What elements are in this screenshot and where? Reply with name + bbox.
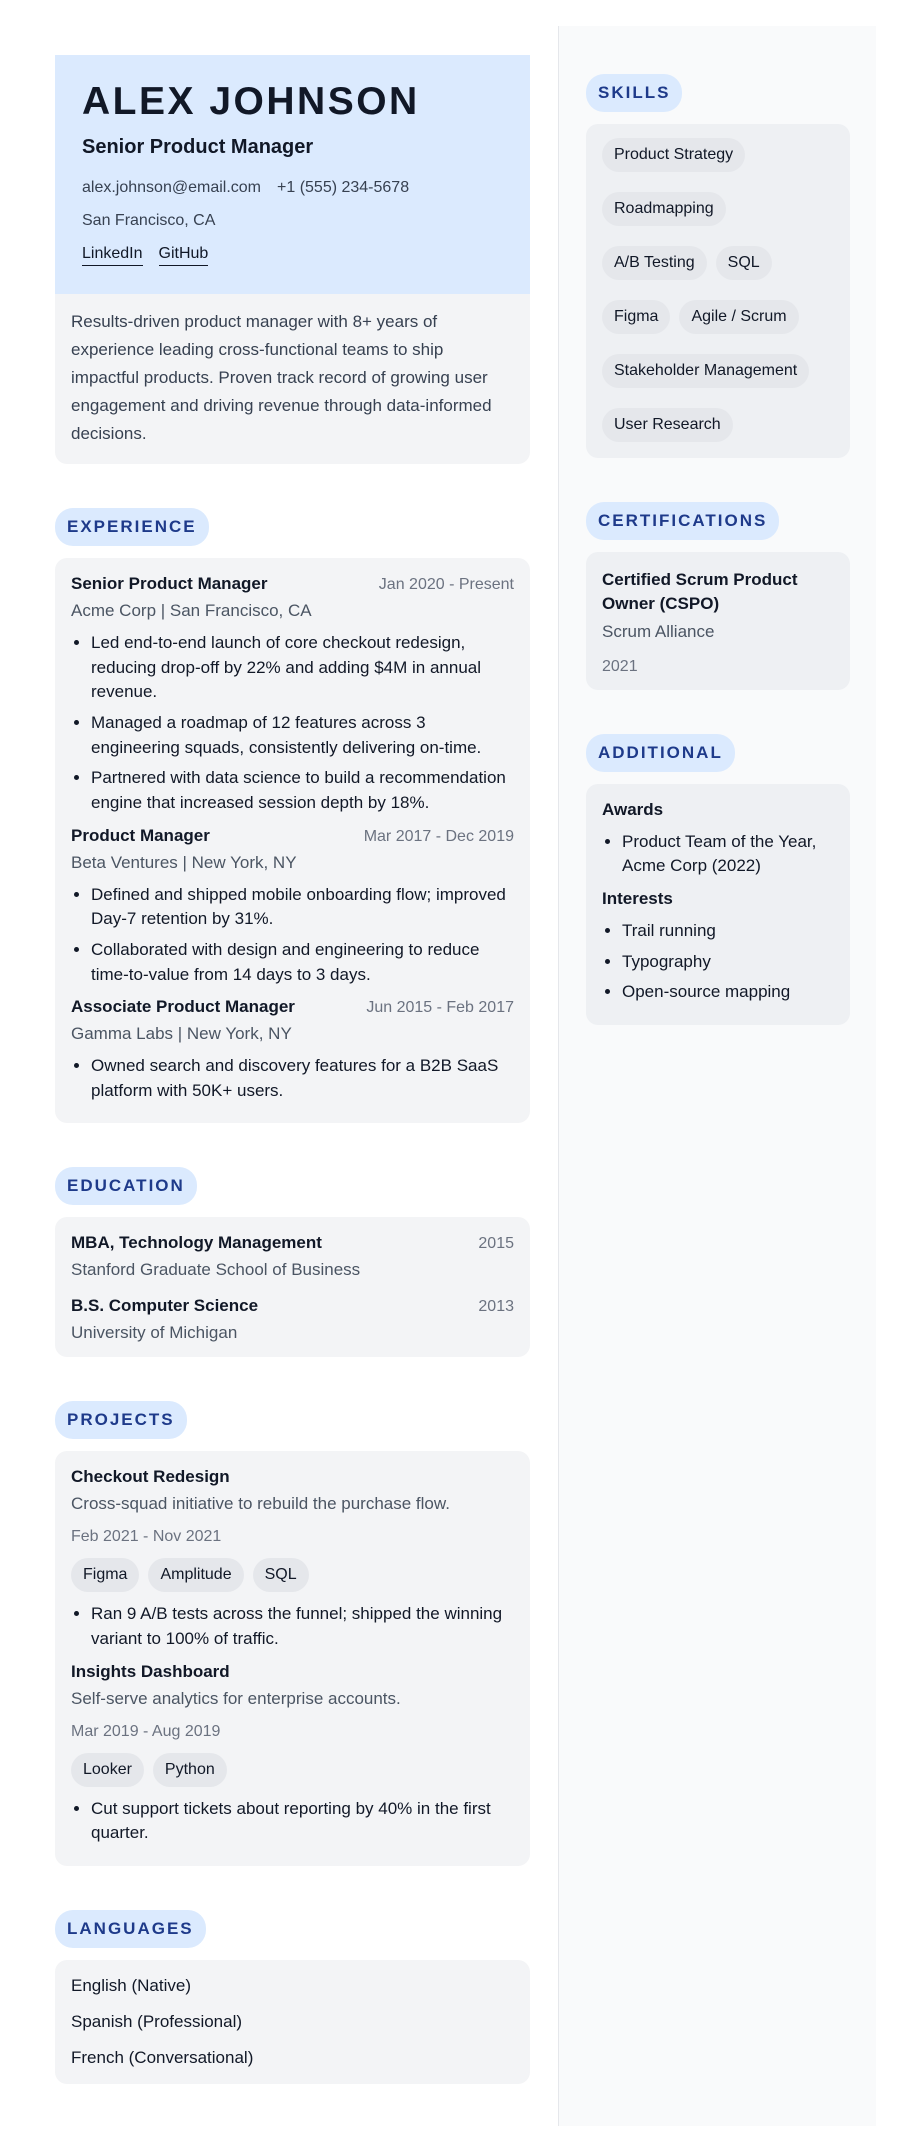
school-name: Stanford Graduate School of Business bbox=[71, 1260, 361, 1280]
tool-chip: SQL bbox=[253, 1558, 309, 1592]
awards-list bbox=[602, 830, 834, 879]
certifications-section bbox=[586, 502, 850, 690]
location-text: San Francisco, CA bbox=[82, 211, 216, 229]
award-item: • Product Team of the Year, Acme Corp (2022) bbox=[622, 830, 834, 879]
job-bullet: • Defined and shipped mobile onboarding flow; improved Day-7 retention by 31%. bbox=[91, 883, 514, 932]
interest-item: • Typography bbox=[622, 950, 834, 975]
additional-section bbox=[586, 734, 850, 1025]
job-item bbox=[71, 574, 514, 815]
job-org: Gamma Labs | New York, NY bbox=[71, 1024, 292, 1044]
project-tools bbox=[71, 1753, 514, 1787]
degree-year: 2013 bbox=[478, 1298, 514, 1316]
education-heading: EDUCATION bbox=[55, 1167, 197, 1205]
phone-text: +1 (555) 234-5678 bbox=[277, 178, 410, 196]
email-text: alex.johnson@email.com bbox=[82, 178, 261, 196]
tool-chip: Looker bbox=[71, 1753, 144, 1787]
languages-card bbox=[55, 1960, 530, 2084]
job-bullets bbox=[71, 1054, 514, 1103]
job-bullet: • Owned search and discovery features for a B2B SaaS platform with 50K+ users. bbox=[91, 1054, 514, 1103]
projects-heading: PROJECTS bbox=[55, 1401, 187, 1439]
skills-heading: SKILLS bbox=[586, 74, 682, 112]
languages-heading: LANGUAGES bbox=[55, 1910, 206, 1948]
awards-heading: Awards bbox=[602, 799, 664, 819]
projects-card bbox=[55, 1451, 530, 1866]
job-dates: Mar 2017 - Dec 2019 bbox=[363, 827, 514, 845]
project-dates: Feb 2021 - Nov 2021 bbox=[71, 1528, 222, 1546]
contact-row bbox=[82, 179, 503, 197]
degree-title: MBA, Technology Management bbox=[71, 1233, 322, 1253]
skill-chip: A/B Testing bbox=[602, 246, 707, 280]
job-org: Beta Ventures | New York, NY bbox=[71, 852, 297, 872]
cert-org: Scrum Alliance bbox=[602, 621, 715, 641]
project-bullet: • Cut support tickets about reporting by 40% in the first quarter. bbox=[91, 1797, 514, 1846]
resume-header bbox=[55, 55, 530, 294]
certifications-heading: CERTIFICATIONS bbox=[586, 502, 779, 540]
candidate-title: Senior Product Manager bbox=[82, 135, 314, 158]
additional-card bbox=[586, 784, 850, 1025]
job-dates: Jan 2020 - Present bbox=[378, 576, 514, 594]
skills-card bbox=[586, 124, 850, 458]
job-title: Associate Product Manager bbox=[71, 997, 295, 1017]
job-bullet: • Led end-to-end launch of core checkout redesign, reducing drop-off by 22% and adding $4M in annual revenue. bbox=[91, 631, 514, 705]
experience-heading: EXPERIENCE bbox=[55, 508, 209, 546]
projects-section bbox=[55, 1401, 530, 1866]
job-org: Acme Corp | San Francisco, CA bbox=[71, 601, 312, 621]
skill-chip: User Research bbox=[602, 408, 733, 442]
project-name: Checkout Redesign bbox=[71, 1467, 230, 1487]
job-bullets bbox=[71, 883, 514, 988]
job-bullet: • Managed a roadmap of 12 features across 3 engineering squads, consistently delivering on-time. bbox=[91, 711, 514, 760]
job-bullet: • Collaborated with design and engineering to reduce time-to-value from 14 days to 3 days. bbox=[91, 938, 514, 987]
experience-section bbox=[55, 508, 530, 1123]
skill-chip: Figma bbox=[602, 300, 670, 334]
job-dates: Jun 2015 - Feb 2017 bbox=[366, 999, 514, 1017]
interests-list bbox=[602, 919, 834, 1005]
project-item bbox=[71, 1662, 514, 1846]
candidate-name: ALEX JOHNSON bbox=[82, 80, 420, 123]
degree-title: B.S. Computer Science bbox=[71, 1296, 259, 1316]
project-tools bbox=[71, 1558, 514, 1592]
education-item bbox=[71, 1296, 514, 1343]
skill-chip: SQL bbox=[716, 246, 772, 280]
job-title: Product Manager bbox=[71, 825, 210, 845]
language-item: English (Native) bbox=[71, 1976, 191, 1996]
main-column bbox=[55, 55, 530, 2084]
summary-text: Results-driven product manager with 8+ years of experience leading cross-functional teams to ship impactful products. Proven track record of growing user engagement and driving revenue through data-informed decisions. bbox=[55, 294, 530, 464]
project-bullets bbox=[71, 1602, 514, 1651]
github-link[interactable]: GitHub bbox=[159, 245, 209, 266]
skill-chip: Product Strategy bbox=[602, 138, 745, 172]
job-item bbox=[71, 997, 514, 1103]
project-desc: Cross-squad initiative to rebuild the purchase flow. bbox=[71, 1494, 450, 1514]
education-section bbox=[55, 1167, 530, 1357]
languages-section bbox=[55, 1910, 530, 2084]
education-item bbox=[71, 1233, 514, 1280]
degree-year: 2015 bbox=[478, 1235, 514, 1253]
linkedin-link[interactable]: LinkedIn bbox=[82, 245, 143, 266]
project-name: Insights Dashboard bbox=[71, 1661, 230, 1681]
skill-chip: Roadmapping bbox=[602, 192, 726, 226]
skills-section bbox=[586, 74, 850, 458]
skill-chips bbox=[602, 138, 834, 442]
interest-item: • Open-source mapping bbox=[622, 980, 834, 1005]
job-title: Senior Product Manager bbox=[71, 574, 268, 594]
project-item bbox=[71, 1467, 514, 1651]
cert-name: Certified Scrum Product Owner (CSPO) bbox=[602, 570, 798, 613]
project-dates: Mar 2019 - Aug 2019 bbox=[71, 1722, 221, 1740]
language-item: French (Conversational) bbox=[71, 2048, 254, 2068]
project-bullets bbox=[71, 1797, 514, 1846]
school-name: University of Michigan bbox=[71, 1323, 238, 1343]
language-item: Spanish (Professional) bbox=[71, 2012, 243, 2032]
tool-chip: Amplitude bbox=[148, 1558, 243, 1592]
sidebar-column bbox=[558, 26, 876, 2126]
education-card bbox=[55, 1217, 530, 1357]
project-bullet: • Ran 9 A/B tests across the funnel; shipped the winning variant to 100% of traffic. bbox=[91, 1602, 514, 1651]
additional-heading: ADDITIONAL bbox=[586, 734, 735, 772]
tool-chip: Figma bbox=[71, 1558, 139, 1592]
interests-heading: Interests bbox=[602, 888, 673, 908]
profile-links bbox=[82, 245, 503, 266]
job-bullets bbox=[71, 631, 514, 815]
certification-card bbox=[586, 552, 850, 690]
skill-chip: Agile / Scrum bbox=[679, 300, 798, 334]
job-bullet: • Partnered with data science to build a recommendation engine that increased session depth by 18%. bbox=[91, 766, 514, 815]
project-desc: Self-serve analytics for enterprise accounts. bbox=[71, 1688, 401, 1708]
skill-chip: Stakeholder Management bbox=[602, 354, 809, 388]
cert-year: 2021 bbox=[602, 657, 638, 675]
experience-card bbox=[55, 558, 530, 1123]
tool-chip: Python bbox=[153, 1753, 227, 1787]
interest-item: • Trail running bbox=[622, 919, 834, 944]
job-item bbox=[71, 826, 514, 988]
